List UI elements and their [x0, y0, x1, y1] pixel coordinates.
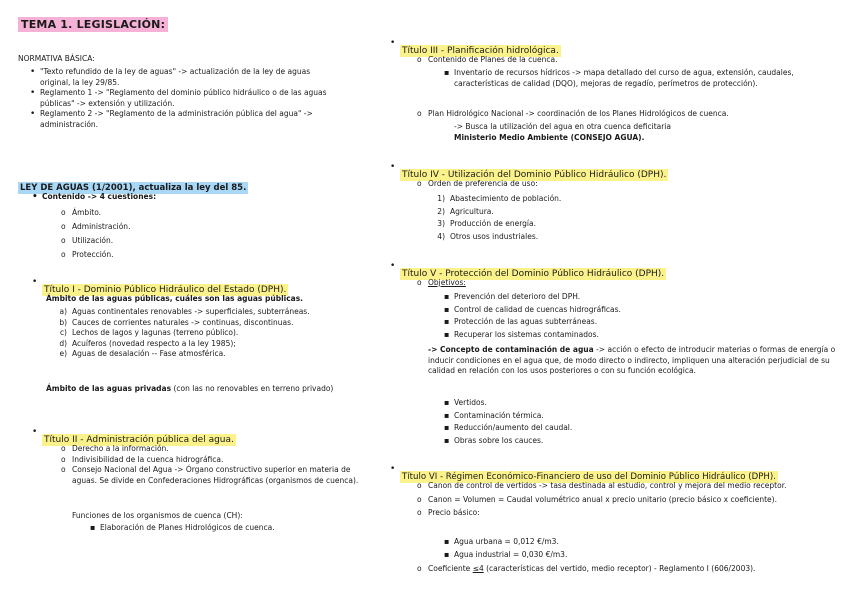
- cuestiones-list: [72, 206, 356, 262]
- list-item: 2) Agricultura.: [437, 206, 494, 216]
- list-item: ▪ Prevención del deterioro del DPH.: [454, 291, 840, 304]
- contaminacion-list: [454, 397, 840, 447]
- list-item: o Protección.: [72, 248, 356, 262]
- precio-list: [454, 536, 840, 561]
- list-item: ▪ Control de calidad de cuencas hidrográficas.: [454, 304, 840, 317]
- titulo3-plan: [428, 109, 840, 120]
- list-item: ▪ Reducción/aumento del caudal.: [454, 422, 840, 435]
- titulo4-title: Título IV - Utilización del Dominio Público Hidráulico (DPH).: [402, 170, 667, 180]
- list-item: a) Aguas continentales renovables -> superficiales, subterráneas.: [59, 307, 310, 316]
- main-title: TEMA 1. LEGISLACIÓN:: [18, 17, 168, 32]
- list-item: ▪ Inventario de recursos hídricos -> mapa detallado del curso de agua, extensión, caudales, características de calidad (DQO), mejoras de regadío, perímetros de protección).: [454, 68, 840, 89]
- list-item: ▪ Vertidos.: [454, 397, 840, 410]
- coeficiente-list: [428, 564, 840, 575]
- list-item: o Canon = Volumen = Caudal volumétrico anual x precio unitario (precio básico x coeficiente).: [428, 495, 840, 506]
- funciones-list: [100, 523, 356, 534]
- list-item: 3) Producción de energía.: [437, 219, 536, 228]
- normativa-list: [40, 67, 340, 130]
- titulo4-orden: [428, 179, 840, 190]
- list-item: d) Acuíferos (novedad respecto a la ley 1985);: [59, 338, 236, 348]
- list-item: o Ámbito.: [72, 206, 356, 220]
- funciones-label: Funciones de los organismos de cuenca (CH):: [72, 511, 243, 520]
- list-item: ▪ Agua urbana = 0,012 €/m3.: [454, 536, 840, 549]
- contaminacion-text: -> Concepto de contaminación de agua -> acción o efecto de introducir materias o formas de energía o inducir condiciones en el agua que, de modo directo o indirecto, impliquen una alteración perjudicial de su calidad en relación con los usos posteriores o con su función ecológica.: [428, 345, 836, 375]
- list-item: o Consejo Nacional del Agua -> Órgano constructivo superior en materia de aguas. Se divide en Confederaciones Hidrográficas (organismos de cuenca).: [72, 465, 362, 486]
- list-item: ▪ Recuperar los sistemas contaminados.: [454, 329, 840, 342]
- list-item: o Derecho a la información.: [72, 443, 362, 454]
- ministerio-text: Ministerio Medio Ambiente (CONSEJO AGUA).: [454, 133, 645, 142]
- list-item: o Orden de preferencia de uso:: [428, 179, 840, 190]
- titulo5-objetivos: [428, 278, 840, 289]
- titulo5-title: Título V - Protección del Dominio Público Hidráulico (DPH).: [402, 269, 665, 279]
- objetivos-label: o Objetivos:: [428, 278, 840, 289]
- list-item: ▪ Agua industrial = 0,030 €/m3.: [454, 549, 840, 562]
- list-item: • "Texto refundido de la ley de aguas" -> actualización de la ley de aguas original, la ley 29/85.: [40, 67, 340, 88]
- ley-title: LEY DE AGUAS (1/2001), actualiza la ley del 85.: [20, 183, 247, 193]
- titulo2-list: [72, 443, 362, 486]
- list-item: c) Lechos de lagos y lagunas (terreno público).: [59, 328, 239, 337]
- list-item: o Indivisibilidad de la cuenca hidrográfica.: [72, 454, 362, 465]
- list-item: o Plan Hidrológico Nacional -> coordinación de los Planes Hidrológicos de cuenca.: [428, 109, 840, 120]
- titulo3-contenido: [428, 55, 840, 66]
- list-item: ▪ Elaboración de Planes Hidrológicos de cuenca.: [100, 523, 356, 534]
- list-item: 1) Abastecimiento de población.: [437, 194, 562, 203]
- usos-list: [437, 193, 840, 243]
- list-item: o Contenido de Planes de la cuenca.: [428, 55, 840, 66]
- list-item: e) Aguas de desalación -- Fase atmosférica.: [59, 349, 226, 358]
- main-title-block: [18, 13, 356, 32]
- list-item: o Utilización.: [72, 234, 356, 248]
- titulo6-title: Título VI - Régimen Económico-Financiero de uso del Dominio Público Hidráulico (DPH).: [402, 472, 776, 482]
- list-item: • Reglamento 2 -> "Reglamento de la administración pública del agua" -> administración.: [40, 109, 340, 130]
- list-item: o Precio básico:: [428, 508, 840, 519]
- contenido-label: • Contenido -> 4 cuestiones:: [42, 192, 356, 203]
- privadas-text: Ámbito de las aguas privadas (con las no renovables en terreno privado): [46, 384, 334, 393]
- titulo3-title: Título III - Planificación hidrológica.: [402, 46, 559, 56]
- contenido-list: [42, 192, 356, 203]
- titulo3-contenido-list: [454, 68, 840, 89]
- list-item: 4) Otros usos industriales.: [437, 231, 539, 241]
- list-item: o Administración.: [72, 220, 356, 234]
- list-item: ▪ Contaminación térmica.: [454, 410, 840, 423]
- titulo2-title: Título II - Administración pública del agua.: [44, 435, 234, 445]
- list-item: o Coeficiente ≤4 (características del vertido, medio receptor) - Reglamento I (606/2003).: [428, 564, 840, 575]
- titulo1-subtitle: Ámbito de las aguas públicas, cuáles son las aguas públicas.: [46, 294, 304, 303]
- list-item: ▪ Obras sobre los cauces.: [454, 435, 840, 448]
- list-item: • Reglamento 1 -> "Reglamento del dominio público hidráulico o de las aguas públicas" -> extensión y utilización.: [40, 88, 340, 109]
- titulo1-title: Título I - Dominio Público Hidráulico del Estado (DPH).: [44, 285, 287, 295]
- normativa-label: NORMATIVA BÁSICA:: [18, 54, 95, 63]
- titulo6-list: [428, 481, 840, 519]
- objetivos-list: [454, 291, 840, 341]
- list-item: b) Cauces de corrientes naturales -> continuas, discontinuas.: [59, 317, 294, 327]
- list-item: ▪ Protección de las aguas subterráneas.: [454, 316, 840, 329]
- list-item: o Canon de control de vertidos -> tasa destinada al estudio, control y mejora del medio receptor.: [428, 481, 840, 492]
- plan-sub: -> Busca la utilización del agua en otra cuenca deficitaria: [454, 122, 671, 131]
- titulo1-list: [59, 307, 362, 360]
